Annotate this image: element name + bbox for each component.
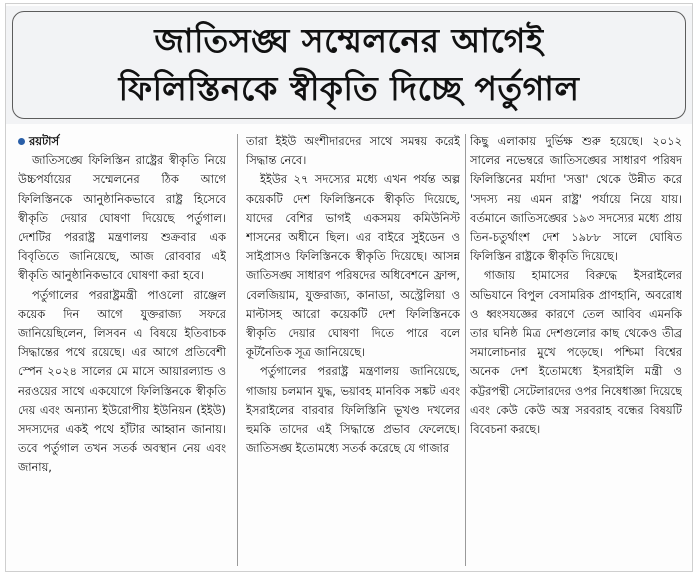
paragraph: পর্তুগালের পররাষ্ট্রমন্ত্রী পাওলো রাঞ্জেল কয়েক দিন আগে যুক্তরাজ্য সফরে জানিয়েছিলেন, লিসবন এ বিষয়ে ইতিবাচক সিদ্ধান্তের পথে রয়েছে। এর আগে প্রতিবেশী স্পেন ২০২৪ সালের মে মাসে আয়ারল্যান্ড ও নরওয়ের সাথে একযোগে ফিলিস্তিনকে স্বীকৃতি দেয় এবং অন্যান্য ইউরোপীয় ইউনিয়ন (ইইউ) সদস্যদের একই পথে হাঁটার আহ্বান জানায়। তবে পর্তুগাল তখন সতর্ক অবস্থান নেয় এবং জানায়, — [18, 287, 226, 475]
headline-frame — [12, 11, 686, 119]
column-2 — [246, 132, 460, 569]
headline-line-1: জাতিসঙ্ঘ সম্মেলনের আগেই — [154, 21, 544, 60]
paragraph: গাজায় হামাসের বিরুদ্ধে ইসরাইলের অভিযানে বিপুল বেসামরিক প্রাণহানি, অবরোধ ও ধ্বংসযজ্ঞের কারণে তেল আবিব এমনকি তার ঘনিষ্ঠ মিত্র দেশগুলোর কাছ থেকেও তীব্র সমালোচনার মুখে পড়েছে। পশ্চিমা বিশ্বের অনেক দেশ ইতোমধ্যে ইসরাইলি মন্ত্রী ও কট্টরপন্থী সেটেলারদের ওপর নিষেধাজ্ঞা দিয়েছে এবং কেউ কেউ অস্ত্র সরবরাহ বন্ধের বিষয়টি বিবেচনা করছে। — [470, 268, 682, 437]
byline — [18, 132, 226, 151]
column-divider — [237, 134, 238, 566]
article-body — [18, 132, 682, 569]
paragraph: পর্তুগালের পররাষ্ট্র মন্ত্রণালয় জানিয়েছে, গাজায় চলমান যুদ্ধ, ভয়াবহ মানবিক সঙ্কট এবং ইসরাইলের বারবার ফিলিস্তিনি ভূখণ্ড দখলের হুমকি তাদের এই সিদ্ধান্তে প্রভাব ফেলেছে। জাতিসঙ্ঘ ইতোমধ্যে সতর্ক করেছে যে গাজার — [246, 364, 460, 456]
byline-text: রয়টার্স — [29, 134, 60, 148]
column-3 — [470, 132, 682, 569]
paragraph: ইইউর ২৭ সদস্যের মধ্যে এখন পর্যন্ত অল্প কয়েকটি দেশ ফিলিস্তিনকে স্বীকৃতি দিয়েছে, যাদের বেশির ভাগই একসময় কমিউনিস্ট শাসনের অধীনে ছিল। এর বাইরে সুইডেন ও সাইপ্রাসও ফিলিস্তিনকে স্বীকৃতি দিয়েছে। আসন্ন জাতিসঙ্ঘ সাধারণ পরিষদের অধিবেশনে ফ্রান্স, বেলজিয়াম, যুক্তরাজ্য, কানাডা, অস্ট্রেলিয়া ও মাল্টাসহ আরো কয়েকটি দেশ ফিলিস্তিনকে স্বীকৃতি দেয়ার ঘোষণা দিতে পারে বলে কূটনৈতিক সূত্র জানিয়েছে। — [246, 172, 460, 360]
paragraph: জাতিসঙ্ঘে ফিলিস্তিন রাষ্ট্রের স্বীকৃতি নিয়ে উচ্চপর্যায়ের সম্মেলনের ঠিক আগে ফিলিস্তিনকে আনুষ্ঠানিকভাবে রাষ্ট্র হিসেবে স্বীকৃতি দেয়ার ঘোষণা দিয়েছে পর্তুগাল। দেশটির পররাষ্ট্র মন্ত্রণালয় শুক্রবার এক বিবৃতিতে জানিয়েছে, আজ রোববার এই স্বীকৃতি আনুষ্ঠানিকভাবে ঘোষণা করা হবে। — [18, 153, 226, 283]
column-1 — [18, 132, 226, 569]
headline-line-2: ফিলিস্তিনকে স্বীকৃতি দিচ্ছে পর্তুগাল — [118, 69, 580, 108]
bullet-icon — [18, 138, 25, 145]
paragraph: তারা ইইউ অংশীদারদের সাথে সমন্বয় করেই সিদ্ধান্ত নেবে। — [246, 134, 460, 168]
headline-box — [6, 6, 692, 124]
paragraph: কিছু এলাকায় দুর্ভিক্ষ শুরু হয়েছে। ২০১২ সালের নভেম্বরে জাতিসঙ্ঘের সাধারণ পরিষদ ফিলিস্তিনের মর্যাদা 'সত্তা' থেকে উন্নীত করে 'সদস্য নয় এমন রাষ্ট্র' পর্যায়ে নিয়ে যায়। বর্তমানে জাতিসঙ্ঘের ১৯৩ সদস্যের মধ্যে প্রায় তিন-চতুর্থাংশ দেশ ১৯৮৮ সালে ঘোষিত ফিলিস্তিন রাষ্ট্রকে স্বীকৃতি দিয়েছে। — [470, 134, 682, 264]
column-divider — [465, 134, 466, 566]
